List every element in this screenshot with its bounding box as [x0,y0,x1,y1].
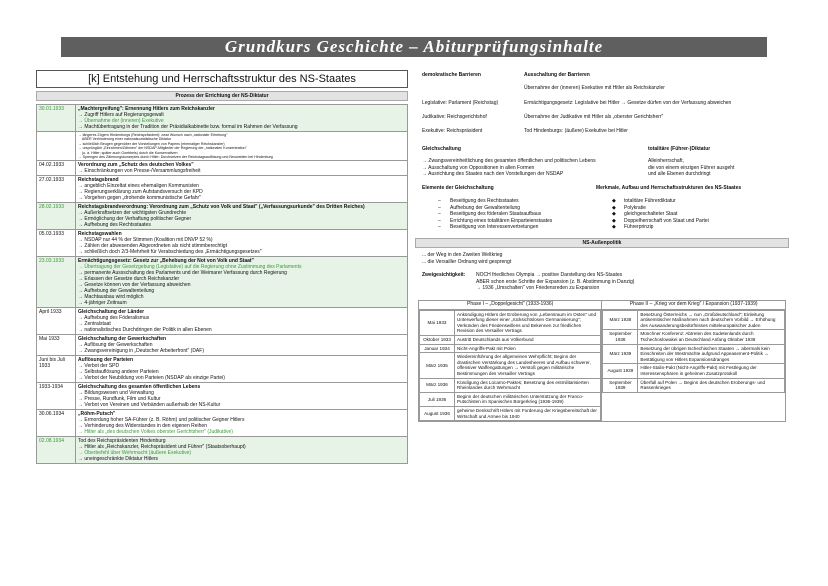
timeline-line: → Oberbefehl über Wehrmacht (äußere Exekutive) [78,450,192,457]
timeline-date: 27.02.1933 [37,176,76,203]
timeline-head: Gleichschaltung der Länder [78,309,145,316]
bullet-marker: – [438,211,441,217]
timeline-line: → Bildungswesen und Verwaltung [78,390,154,397]
timeline-content [76,132,408,161]
zwei-line: NOCH friedliches Olympia → positive Darstellung des NS-Staates [476,272,623,278]
timeline-line: → Zentralstaat [78,321,111,328]
phase-row [603,344,785,364]
timeline-date: 02.08.1934 [37,437,76,464]
phase-row [420,310,601,335]
phase-text: Kündigung des Locarno-Paktes; Besetzung des entmilitarisierten Rheinlandes durch Wehrmacht [455,378,601,392]
feature-item-text: gleichgeschalteter Staat [624,211,678,217]
bullet-marker: – [438,224,441,230]
phase-row [603,378,785,392]
timeline-row [37,230,408,257]
barrier-label: Legislative: Parlament (Reichstag) [422,100,499,106]
timeline-date: April 1933 [37,308,76,335]
timeline-content [76,437,408,464]
phase-row [603,330,785,344]
timeline-row [37,437,408,464]
timeline-head: Reichstagsbrandverordnung: Verordnung zum „Schutz von Volk und Staat" („Verfassungsurkunde" des Dritten Reiches) [78,204,365,211]
timeline-line: → angeblich Einzeltat eines ehemaligen Kommunisten [78,183,199,190]
timeline-date: Juni bis Juli 1933 [37,356,76,383]
elements-list [438,198,552,231]
timeline-line: → schließlich Beugen gegenüber der Vorstellungen von Papens (ehemaliger Reichskanzler) [78,141,225,146]
timeline-line: → Verbot der Neubildung von Parteien (NSDAP als einzige Partei) [78,375,225,382]
timeline-line: → Aufhebung des Rechtsstaates [78,222,151,229]
timeline-line: → Aufhebung der Gewaltenteilung [78,288,155,295]
bullet-marker: ◆ [612,217,616,224]
barrier-removal: Übernahme der Judikative mit Hitler als „oberster Gerichtsherr" [524,114,664,120]
totalitaer-heading: totalitäre (Führer-)Diktatur [648,146,711,152]
bullet-marker: ◆ [612,204,616,211]
timeline-head: Ermächtigungsgesetz: Gesetz zur „Behebung der Not von Volk und Staat" [78,258,254,265]
timeline-row [37,383,408,410]
timeline-line: → 4-jähriger Zeitraum [78,300,127,307]
phase2-heading: Phase II – „Krieg vor dem Krieg" / Expansion (1937-1939) [602,301,786,310]
features-list [612,198,709,231]
section-title: [k] Entstehung und Herrschaftsstruktur des NS-Staates [36,70,408,88]
zwei-line: ABER schon erste Schritte der Expansion (z. B. Abstimmung in Danzig) [476,278,635,285]
timeline-line: → schließlich doch 2/3-Mehrheit für Verabschiedung des „Ermächtigungsgesetzes" [78,249,262,256]
timeline-line: → Aufhebung des Föderalismus [78,315,150,322]
phase-date: März 1938 [603,310,638,330]
timeline-line: → Auflösung der Gewerkschaften [78,342,153,349]
timeline-line: → permanente Aussschaltung des Parlaments und der Weimarer Verfassung durch Regierung [78,270,287,277]
timeline-content [76,356,408,383]
phases-table [418,300,786,422]
bullet-marker: – [438,198,441,204]
phase-row [420,378,601,392]
phase-text: Münchner Konferenz: Abtreten des Sudetenlands durch Tschechoslowakei an Deutschland Anfang Oktober 1938 [638,330,785,344]
feature-item-text: Führerprinzip [624,224,654,230]
element-item [438,224,552,231]
totalitaer-line: Alleinherrschaft, [648,158,684,164]
features-heading: Merkmale, Aufbau und Herrschaftsstrukturen des NS-Staates [596,185,742,191]
timeline-date: 30.06.1934 [37,410,76,437]
phase-date: Januar 1934 [420,344,455,353]
elements-heading: Elemente der Gleichschaltung [422,185,494,191]
timeline-row [37,176,408,203]
timeline-head: Gleichschaltung des gesamten öffentlichen Lebens [78,384,201,391]
timeline-line: → Übernahme der (inneren) Exekutive [78,118,164,124]
timeline-line: → Außerkraftsetzen der wichtigsten Grundrechte [78,210,187,217]
timeline-row [37,161,408,176]
phase1-heading: Phase I – „Doppelgesicht" (1933-1936) [419,301,602,310]
timeline-line: → Hitler als „Reichskanzler, Reichspräsident und Führer" (Staatsoberhaupt) [78,444,246,451]
timeline-row [37,257,408,308]
timeline-line: → Hitler als „des deutschen Volkes oberster Gerichtsherr" (Judikative) [78,429,233,436]
phase-row [420,335,601,344]
timeline-line: → Machtausbau wird möglich [78,294,144,301]
phase-text: Überfall auf Polen → Beginn des deutschen Eroberungs- und Rassenkrieges [638,378,785,392]
phase-row [603,364,785,378]
bullet-marker: – [438,204,441,211]
zwei-label: Zweigesichtigkeit: [422,272,466,278]
timeline-row [37,356,408,383]
phase-text: Wiedereinführung der allgemeinen Wehrpflicht; Beginn der drastischen Verstärkung des Landesheeres und Aufbau schwerer, offensiver Waffengattungen → Verstoß gegen militärische Bestimmungen des Versailler Vertrags [455,353,601,378]
phase-date: August 1939 [603,364,638,378]
phase-date: August 1936 [420,406,455,420]
timeline-content [76,203,408,230]
barrier-label: Judikative: Reichsgerichtshof [422,114,487,120]
timeline-line: → Presse, Rundfunk, Film und Kultur [78,396,161,403]
barrier-label: Exekutive: Reichspräsident [422,128,483,134]
timeline-date: Mai 1933 [37,335,76,356]
timeline-head: Reichstagsbrand [78,177,119,184]
phase-text: Besetzung Österreichs → nun „Großdeutschland"; Einleitung antisemitischer Maßnahmen nach deutschem Vorbild → Erhöhung des Auswanderungsbedürfnisses mitteleuropäischer Juden [638,310,785,330]
timeline-line: → Selbstauflösung anderer Parteien [78,369,159,376]
phase-text: Nicht-Angriffs-Pakt mit Polen [455,344,601,353]
phase-row [420,353,601,378]
timeline-line: → Vorgehen gegen „drohende kommunistische Gefahr" [78,195,201,202]
phase-row [420,392,601,406]
timeline-line: Tod des Reichspräsidenten Hindenburg [78,438,166,445]
page-title: Grundkurs Geschichte – Abiturprüfungsinhalte [61,37,767,57]
timeline-date: 30.01.1933 [37,105,76,132]
timeline-row [37,203,408,230]
timeline-line: → Erlassen der Gesetze durch Reichskanzler [78,276,180,283]
element-item-text: Beseitigung des Rechtsstaates [450,198,519,204]
phase-text: geheime Denkschrift Hitlers mit Forderung der Kriegsbereitschaft der Wirtschaft und Armee bis 1940 [455,406,601,420]
timeline-row [37,410,408,437]
gleich-line: → Ausschaltung von Oppositionen in allen Formen [422,164,535,171]
timeline-head: Auflösung der Parteien [78,357,134,364]
phase-text: Ankündigung Hitlers der Eroberung von „Lebensraum im Osten" und Unterwerfung dieser einer „rücksichtslosen Germanisierung"; Verkünden des Friedenswillens und Bekennen zur friedlichen Revision des Versailler Vertrags [455,310,601,335]
bullet-marker: – [438,217,441,224]
phase-date: Mai 1933 [420,310,455,335]
timeline-row [37,308,408,335]
timeline-line: → nationalistisches Durchdringen der Politik in allen Ebenen [78,327,212,334]
timeline-line: → längeres Zögern Hindenburgs (Reichspräsident): zwar Wunsch nach „nationaler Erhebung" [78,133,228,137]
phase-text: Besetzung der übrigen tschechischen Staaten → abermals kein Einschreiten der Westmächte aufgrund Appeasement-Politik → Bestätigung von Hitlers Expansionsdranges [638,344,785,364]
timeline-line: → Zugriff Hitlers auf Regierungsgewalt [78,112,164,118]
timeline-head: „Machtergreifung": Ernennung Hitlers zum Reichskanzler [78,106,215,112]
zwei-line: → 1936 „Umschalten" von Friedensreden zu Expansion [476,285,600,291]
bullet-marker: ◆ [612,224,616,230]
foreign-policy-bar: NS-Außenpolitik [415,238,789,248]
timeline-line: → NSDAP nur 44 % der Stimmen (Koalition mit DNVP 52 %) [78,237,213,244]
phase-row [420,344,601,353]
timeline-date [37,132,76,161]
zwei-lines [476,272,634,292]
barrier-removal: Tod Hindenburgs: (äußere) Exekutive bei Hitler [524,128,628,134]
gleich-line: → Zwangsvereinheitlichung des gesamten öffentlichen und politischen Lebens [422,158,596,164]
timeline-content [76,230,408,257]
timeline-row [37,105,408,132]
phase-date: September 1939 [603,378,638,392]
bullet-marker: ◆ [612,198,616,204]
timeline-line: → Verbot der SPD [78,363,120,370]
timeline-head: „Röhm-Putsch" [78,411,116,418]
foreign-policy-line: ... die Versailler Ordnung wird gesprengt [422,258,512,265]
timeline-head: Gleichschaltung der Gewerkschaften [78,336,167,343]
timeline-date: 1933-1934 [37,383,76,410]
timeline-content [76,176,408,203]
feature-item-text: totalitäre Führerdiktatur [624,198,676,204]
timeline-line: → Gesetze können von der Verfassung abweichen [78,282,191,289]
timeline-content [76,161,408,176]
phase-date: März 1939 [603,344,638,364]
gleich-list [422,158,596,178]
foreign-policy-intro [422,252,511,265]
element-item-text: Beseitigung des föderalen Staatsaufbaus [450,211,542,217]
feature-item [612,224,709,231]
barrier-first: Übernahme der (inneren) Exekutive mit Hitler als Reichskanzler [524,85,665,91]
timeline-content [76,410,408,437]
phase-row [603,310,785,330]
timeline-date: 23.03.1933 [37,257,76,308]
timeline-line: → ursprünglich „Einrahmen/Zähmen" der NSDAP-Mitglieder der Regierung der „nationalen Konzentration" [78,146,247,151]
timeline-line: ABER Verhinderung einer nationalsozialistische Diktatur [78,137,172,142]
totalitaer-line: und alle Ebenen durchdringt [648,171,711,177]
timeline-line: → Übertragung der Gesetzgebung (Legislative) auf die Regierung ohne Zustimmung des Parlaments [78,264,302,271]
timeline-line: → Verbot von Vereinen und Verbänden außerhalb der NS-Kultur [78,402,221,409]
timeline-head: Verordnung zum „Schutz des deutschen Volkes" [78,162,194,169]
element-item-text: Aufhebung der Gewaltenteilung [450,204,521,211]
gleich-heading: Gleichschaltung [422,146,461,152]
timeline-line: → Regierungserklärung zum Aufstandsversuch der KPD [78,189,203,196]
timeline-content [76,335,408,356]
phase-text: Austritt Deutschlands aus Völkerbund [455,335,601,344]
timeline-content [76,383,408,410]
timeline-line: → Ermöglichung der Verhaftung politischer Gegner [78,216,192,223]
phase-text: Hitler-Stalin-Pakt (Nicht-Angriffs-Pakt) mit Festlegung der Interessensphären in geheimen Zusatzprotokoll [638,364,785,378]
timeline-line: → uneingeschränkte Diktatur Hitlers [78,456,159,463]
timeline-row [37,335,408,356]
phase-date: März 1936 [420,378,455,392]
totalitaer-list [648,158,734,178]
foreign-policy-line: ... der Weg in den Zweiten Weltkrieg [422,252,503,258]
totalitaer-line: die von einem einzigen Führer ausgeht [648,164,735,171]
timeline-line: → Ermordung hoher SA-Führer (z. B. Röhm) und politischer Gegner Hitlers [78,417,245,424]
timeline-date: 28.02.1933 [37,203,76,230]
element-item-text: Errichtung eines totalitären Einparteienstaates [450,217,553,224]
timeline-line: → Verhinderung des Widerstandes in den eigenen Reihen [78,423,207,430]
timeline-content [76,257,408,308]
phase-text: Beginn der deutschen militärischen Unterstützung der Franco-Putschisten im Spanischen Bürgerkrieg (1936-1939) [455,392,601,406]
timeline-line: → Machtübertragung in der Tradition der Präsidialkabinette bzw. formal im Rahmen der Verfassung [78,124,298,130]
timeline-content [76,308,408,335]
phase-date: März 1935 [420,353,455,378]
barriers-heading: demokratische Barrieren [422,72,481,78]
timeline-line: → Zählen der abwesenden Abgeordneten als nicht stimmberechtigt [78,243,227,250]
timeline-line: → Sprengen des Zähmungskonzeptes durch Hitler: Durchsetzen der Reichstagsauflösung und Neuwahlen bei Hindenburg [78,155,273,160]
element-item-text: Beseitigung von Interessenvertretungen [450,224,539,230]
barrier-removal: Ermächtigungsgesetz: Legislative bei Hitler → Gesetze dürfen von der Verfassung abweichen [524,100,732,106]
feature-item-text: Doppelherrschaft von Staat und Partei [624,217,709,224]
bullet-marker: ◆ [612,211,616,217]
phase-date: Oktober 1933 [420,335,455,344]
timeline-date: 04.02.1933 [37,161,76,176]
timeline-table [36,104,408,464]
gleich-line: → Ausrichtung des Staates nach den Vorstellungen der NSDAP [422,171,564,177]
timeline-head: Reichstagswahlen [78,231,122,238]
phase-date: September 1938 [603,330,638,344]
timeline-line: → Einschränkungen von Presse-/Versammlungsfreiheit [78,168,201,175]
timeline-line: (u. a. Hitler; später auch Goebbels) durch die Konservativen [78,150,178,155]
section-subtitle: Prozess der Errichtung der NS-Diktatur [36,91,408,101]
phase-date: Juli 1936 [420,392,455,406]
feature-item-text: Polykratie [624,204,646,211]
timeline-row [37,132,408,161]
timeline-line: → Zwangsvereinigung in „Deutscher Arbeiterfront" (DAF) [78,348,204,355]
removal-heading: Ausschaltung der Barrieren [524,72,590,78]
timeline-date: 05.03.1933 [37,230,76,257]
phase-row [420,406,601,420]
timeline-content [76,105,408,132]
